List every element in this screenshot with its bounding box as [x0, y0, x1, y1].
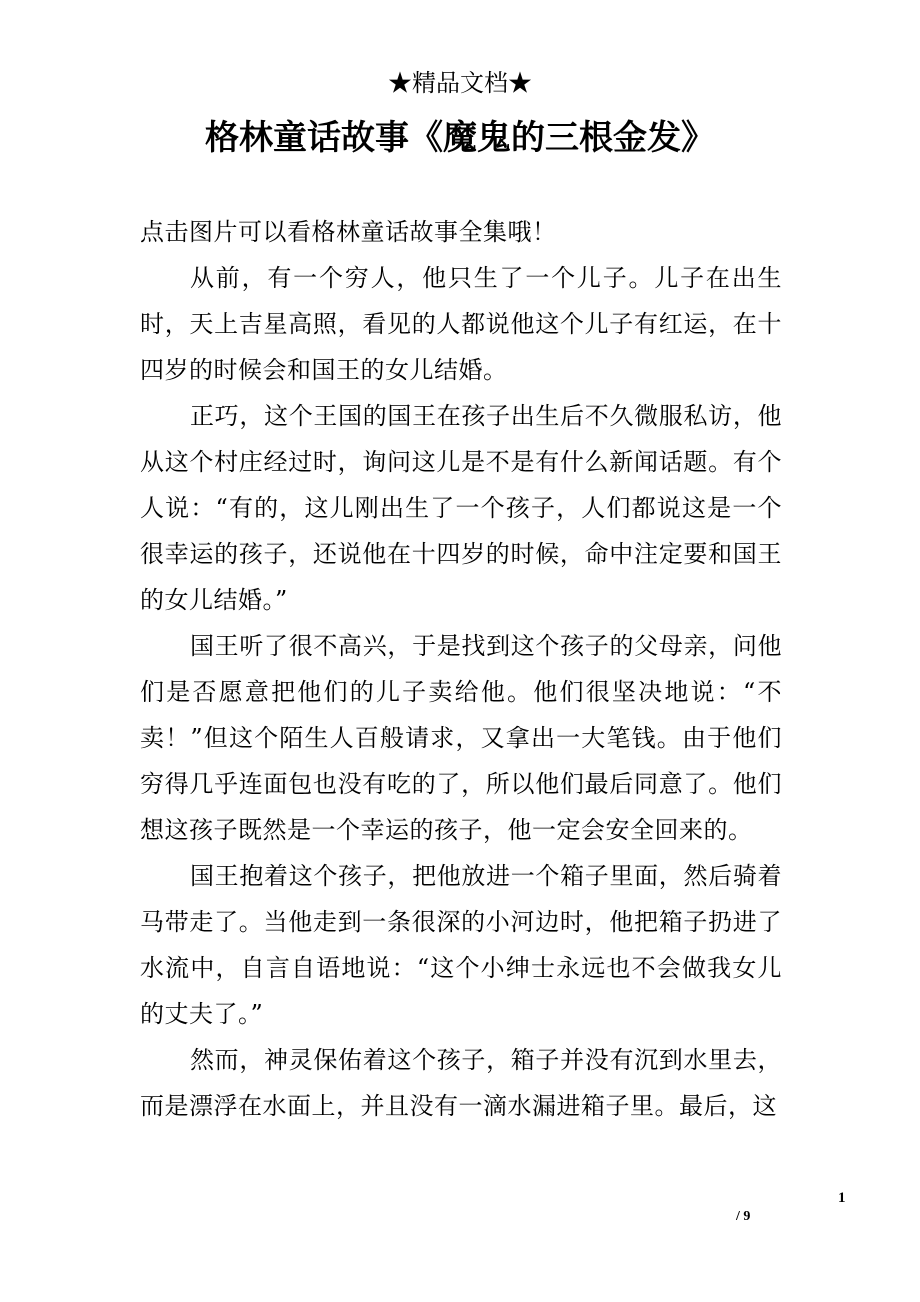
header-mark: ★精品文档★: [388, 69, 532, 97]
paragraph: 然而，神灵保佑着这个孩子，箱子并没有沉到水里去，而是漂浮在水面上，并且没有一滴水漏进箱子里。最后，这: [140, 1046, 782, 1120]
document-title: 格林童话故事《魔鬼的三根金发》: [205, 118, 715, 158]
page-total: / 9: [736, 1209, 751, 1224]
paragraph: 从前，有一个穷人，他只生了一个儿子。儿子在出生时，天上吉星高照，看见的人都说他这个儿子有红运，在十四岁的时候会和国王的女儿结婚。: [140, 264, 782, 384]
paragraph: 正巧，这个王国的国王在孩子出生后不久微服私访，他从这个村庄经过时，询问这儿是不是有什么新闻话题。有个人说：“有的，这儿刚出生了一个孩子，人们都说这是一个很幸运的孩子，还说他在十四岁的时候，命中注定要和国王的女儿结婚。”: [140, 402, 782, 614]
document-body: [140, 209, 782, 1129]
paragraph: 国王抱着这个孩子，把他放进一个箱子里面，然后骑着马带走了。当他走到一条很深的小河边时，他把箱子扔进了水流中，自言自语地说：“这个小绅士永远也不会做我女儿的丈夫了。”: [140, 862, 782, 1028]
intro-link-text: 点击图片可以看格林童话故事全集哦！: [140, 218, 557, 246]
page-number: 1: [838, 1190, 846, 1206]
paragraph: 国王听了很不高兴，于是找到这个孩子的父母亲，问他们是否愿意把他们的儿子卖给他。他们很坚决地说：“不卖！”但这个陌生人百般请求，又拿出一大笔钱。由于他们穷得几乎连面包也没有吃的了，所以他们最后同意了。他们想这孩子既然是一个幸运的孩子，他一定会安全回来的。: [140, 632, 782, 844]
